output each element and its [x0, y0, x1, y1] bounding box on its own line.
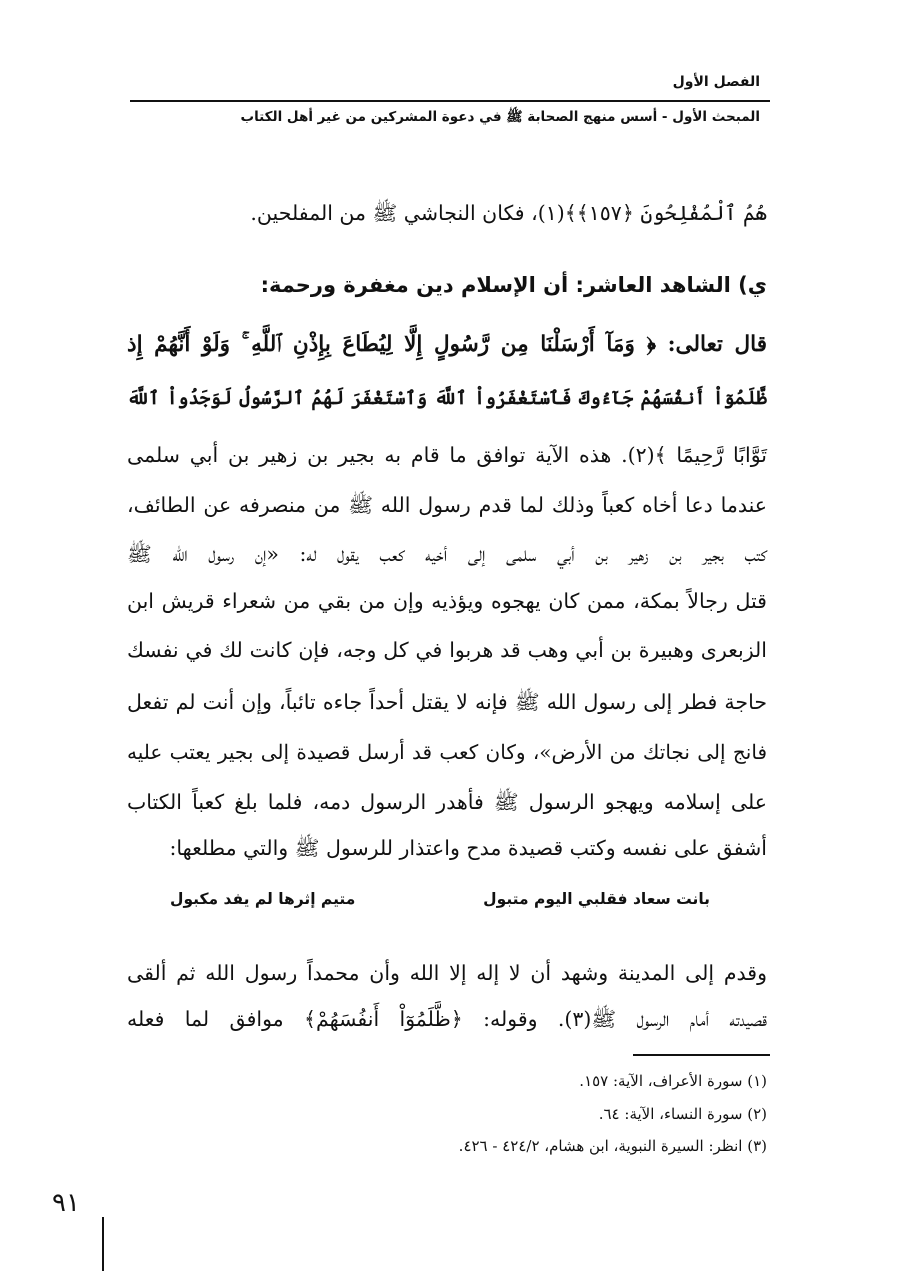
margin-rule [102, 1217, 104, 1271]
body-line-4: ظَّلَمُوٓاْ أَنفُسَهُمْ جَآءُوكَ فَٱسْتَغْفَرُواْ ٱللَّهَ وَٱسْتَغْفَرَ لَهُمُ ٱلرَّسُولُ لَوَجَدُواْ ٱللَّهَ [127, 388, 767, 409]
footnote-3: (٣) انظر: السيرة النبوية، ابن هشام، ٤٢٤/٢ - ٤٢٦. [458, 1137, 767, 1155]
body-line-5: تَوَّابًا رَّحِيمًا ﴾(٢). هذه الآية توافق ما قام به بجير بن زهير بن أبي سلمى [127, 443, 767, 467]
body-line-12: على إسلامه ويهجو الرسول ﷺ فأهدر الرسول دمه، فلما بلغ كعباً الكتاب [127, 790, 767, 814]
body-line-11: فانج إلى نجاتك من الأرض»، وكان كعب قد أرسل قصيدة إلى بجير يعتب عليه [127, 740, 767, 764]
body-line-13: أشفق على نفسه وكتب قصيدة مدح واعتذار للرسول ﷺ والتي مطلعها: [169, 836, 767, 860]
body-line-1: هُمُ ٱلْمُفْلِحُونَ ﴿١٥٧﴾﴾(١)، فكان النجاشي ﷺ من المفلحين. [250, 201, 767, 225]
body-line-6: عندما دعا أخاه كعباً وذلك لما قدم رسول الله ﷺ من منصرفه عن الطائف، [127, 493, 767, 517]
body-line-9: الزبعرى وهبيرة بن أبي وهب قد هربوا في كل وجه، فإن كانت لك في نفسك [127, 638, 767, 662]
footnote-divider [633, 1054, 770, 1056]
page-number: ٩١ [52, 1188, 80, 1218]
footnote-1: (١) سورة الأعراف، الآية: ١٥٧. [579, 1072, 767, 1090]
poem-verse [170, 890, 710, 908]
body-line-3: قال تعالى: ﴿ وَمَآ أَرْسَلْنَا مِن رَّسُولٍ إِلَّا لِيُطَاعَ بِإِذْنِ ٱللَّهِ ۚ وَلَوْ أَنَّهُمْ إِذ [127, 332, 767, 357]
body-line-15: قصيدته أمام الرسول ﷺ(٣). وقوله: ﴿ظَّلَمُوٓاْ أَنفُسَهُمْ﴾ موافق لما فعله [127, 1007, 767, 1031]
verse-first-hemistich: بانت سعاد فقلبي اليوم متبول [483, 890, 710, 908]
body-line-8: قتل رجالاً بمكة، ممن كان يهجوه ويؤذيه وإن من بقي من شعراء قريش ابن [127, 589, 767, 613]
section-heading: ي) الشاهد العاشر: أن الإسلام دين مغفرة ورحمة: [260, 273, 767, 297]
chapter-title: الفصل الأول [672, 74, 760, 90]
body-line-7: كتب بجير بن زهير بن أبي سلمى إلى أخيه كعب يقول له: «إن رسول الله ﷺ [127, 542, 767, 566]
footnote-2: (٢) سورة النساء، الآية: ٦٤. [598, 1105, 767, 1123]
header-divider [130, 100, 770, 102]
verse-second-hemistich: متيم إثرها لم يفد مكبول [170, 890, 356, 908]
body-line-14: وقدم إلى المدينة وشهد أن لا إله إلا الله وأن محمداً رسول الله ثم ألقى [127, 961, 767, 985]
body-line-10: حاجة فطر إلى رسول الله ﷺ فإنه لا يقتل أحداً جاءه تائباً، وإن أنت لم تفعل [127, 690, 767, 714]
section-title: المبحث الأول - أسس منهج الصحابة ﷺ في دعوة المشركين من غير أهل الكتاب [240, 109, 760, 125]
